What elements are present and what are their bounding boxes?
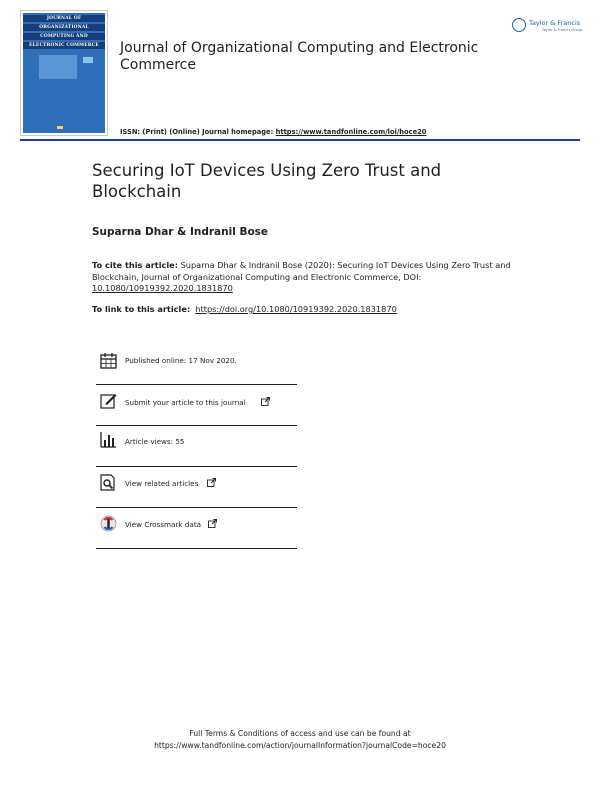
search-icon <box>100 474 117 491</box>
citation-label: To cite this article: <box>92 260 178 270</box>
external-link-icon <box>207 478 216 487</box>
issn-line <box>120 128 426 136</box>
meta-submit-article[interactable] <box>96 384 297 426</box>
crossmark-icon <box>100 515 117 532</box>
cover-title-band-4: ELECTRONIC COMMERCE <box>23 42 105 49</box>
publisher-logo <box>512 16 586 38</box>
cover-title-band-1: JOURNAL OF <box>23 15 105 22</box>
publisher-logo-sub: Taylor & Francis Group <box>542 28 583 32</box>
external-link-icon <box>208 519 217 528</box>
citation-block <box>92 260 512 295</box>
header-divider <box>20 139 580 141</box>
article-doi-url[interactable]: https://doi.org/10.1080/10919392.2020.1831870 <box>195 304 397 314</box>
cover-publisher-mark <box>57 126 63 129</box>
bar-chart-icon <box>100 431 117 448</box>
cover-title-band-2: ORGANIZATIONAL <box>23 24 105 31</box>
footer <box>0 728 600 751</box>
submit-article-link[interactable]: Submit your article to this journal <box>125 398 246 407</box>
publisher-logo-name: Taylor & Francis <box>529 19 581 27</box>
article-link-label: To link to this article: <box>92 304 191 314</box>
citation-doi-link[interactable]: 10.1080/10919392.2020.1831870 <box>92 283 233 293</box>
edit-icon <box>100 392 117 409</box>
article-title: Securing IoT Devices Using Zero Trust and Blockchain <box>92 161 442 201</box>
publisher-logo-icon <box>512 18 526 32</box>
journal-title: Journal of Organizational Computing and Electronic Commerce <box>120 40 479 73</box>
article-authors: Suparna Dhar & Indranil Bose <box>92 226 269 238</box>
meta-article-views <box>96 425 297 467</box>
published-date: Published online: 17 Nov 2020. <box>125 356 237 365</box>
external-link-icon <box>261 397 270 406</box>
meta-related-articles[interactable] <box>96 466 297 508</box>
crossmark-link[interactable]: View Crossmark data <box>125 520 202 529</box>
footer-terms-text: Full Terms & Conditions of access and use can be found at <box>189 729 411 738</box>
journal-cover-image <box>20 10 108 136</box>
meta-crossmark[interactable] <box>96 507 297 549</box>
meta-published <box>96 343 297 385</box>
journal-homepage-link[interactable]: https://www.tandfonline.com/loi/hoce20 <box>275 128 427 136</box>
cover-title-band-3: COMPUTING AND <box>23 33 105 40</box>
cover-art-accent <box>83 57 93 63</box>
related-articles-link[interactable]: View related articles <box>125 479 199 488</box>
citation-text: Suparna Dhar & Indranil Bose (2020): Securing IoT Devices Using Zero Trust and Blockchain, Journal of Organizational Computing and Electronic Commerce, DOI: <box>92 260 511 282</box>
footer-terms-url[interactable]: https://www.tandfonline.com/action/journalInformation?journalCode=hoce20 <box>154 740 446 750</box>
cover-art <box>39 55 77 79</box>
calendar-icon <box>100 352 117 369</box>
article-views-count: Article views: 55 <box>125 437 185 446</box>
issn-label: ISSN: (Print) (Online) Journal homepage: <box>120 128 276 136</box>
article-link-line <box>92 304 397 314</box>
